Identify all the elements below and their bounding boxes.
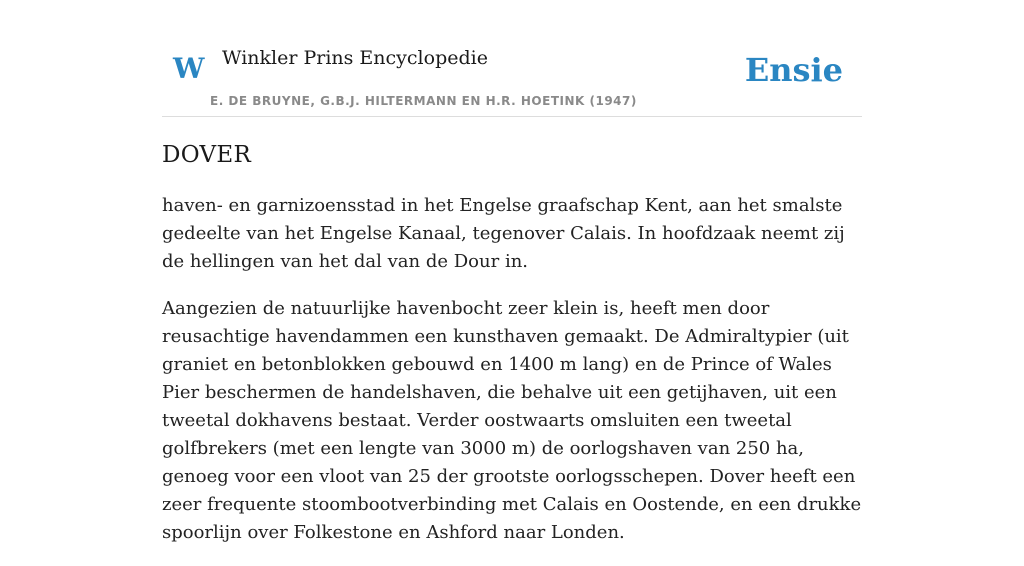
source-logo[interactable]: W xyxy=(173,52,205,85)
source-title[interactable]: Winkler Prins Encyclopedie xyxy=(222,47,488,69)
article-paragraph: Aangezien de natuurlijke havenbocht zeer klein is, heeft men door reusachtige havendammen een kunsthaven gemaakt. De Admiraltypier (uit graniet en betonblokken gebouwd en 1400 m lang) en de Prince of Wales Pier beschermen de handelshaven, die behalve uit een getijhaven, uit een tweetal dokhavens bestaat. Verder oostwaarts omsluiten een tweetal golfbrekers (met een lengte van 3000 m) de oorlogshaven van 250 ha, genoeg voor een vloot van 25 der grootste oorlogsschepen. Dover heeft een zeer frequente stoombootverbinding met Calais en Oostende, en een drukke spoorlijn over Folkestone en Ashford naar Londen. xyxy=(162,298,862,543)
site-header xyxy=(162,0,862,117)
brand-logo[interactable]: Ensie xyxy=(744,51,843,89)
article-body xyxy=(162,192,862,566)
article-paragraph: haven- en garnizoensstad in het Engelse graafschap Kent, aan het smalste gedeelte van het Engelse Kanaal, tegenover Calais. In hoofdzaak neemt zij de hellingen van het dal van de Dour in. xyxy=(162,195,845,272)
source-authors: E. DE BRUYNE, G.B.J. HILTERMANN EN H.R. HOETINK (1947) xyxy=(210,94,637,108)
article-title: DOVER xyxy=(162,142,252,168)
